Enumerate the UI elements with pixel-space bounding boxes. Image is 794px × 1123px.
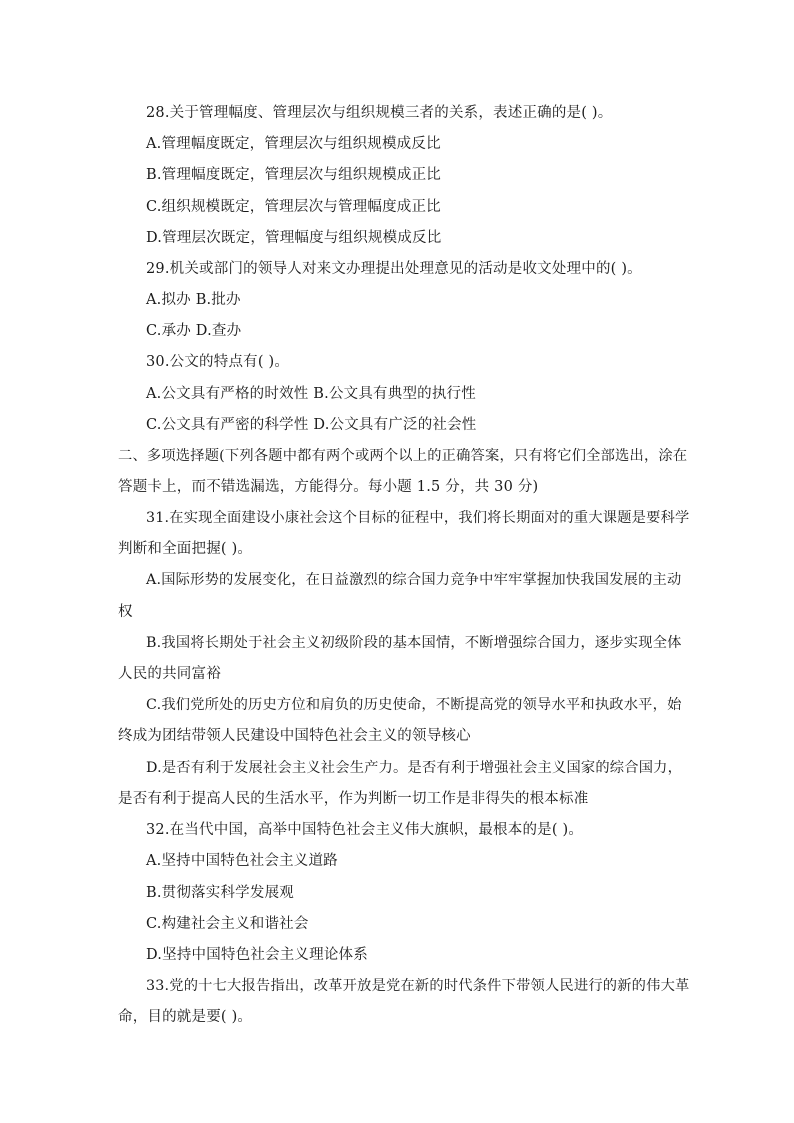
question-32-option-b: B.贯彻落实科学发展观	[146, 885, 294, 901]
question-28-option-a: A.管理幅度既定，管理层次与组织规模成反比	[146, 136, 441, 152]
question-32-option-d: D.坚持中国特色社会主义理论体系	[146, 947, 368, 963]
section-2-heading-line1: 二、多项选择题(下列各题中都有两个或两个以上的正确答案，只有将它们全部选出，涂在	[118, 448, 688, 464]
question-30-options-cd: C.公文具有严密的科学性 D.公文具有广泛的社会性	[146, 417, 477, 433]
question-29-stem: 29.机关或部门的领导人对来文办理提出处理意见的活动是收文处理中的( )。	[146, 261, 642, 277]
question-31-option-c-line1: C.我们党所处的历史方位和肩负的历史使命，不断提高党的领导水平和执政水平，始	[146, 697, 682, 713]
question-31-option-b-line1: B.我国将长期处于社会主义初级阶段的基本国情，不断增强综合国力，逐步实现全体	[146, 635, 682, 651]
question-32-stem: 32.在当代中国，高举中国特色社会主义伟大旗帜，最根本的是( )。	[146, 822, 584, 838]
question-31-option-b-line2: 人民的共同富裕	[118, 666, 221, 682]
question-31-option-d-line2: 是否有利于提高人民的生活水平，作为判断一切工作是非得失的根本标准	[118, 791, 589, 807]
question-31-option-a-line2: 权	[118, 604, 133, 620]
question-32-option-a: A.坚持中国特色社会主义道路	[146, 853, 338, 869]
question-31-option-a-line1: A.国际形势的发展变化，在日益激烈的综合国力竞争中牢牢掌握加快我国发展的主动	[146, 572, 682, 588]
question-28-option-d: D.管理层次既定，管理幅度与组织规模成反比	[146, 230, 442, 246]
question-30-options-ab: A.公文具有严格的时效性 B.公文具有典型的执行性	[146, 386, 476, 402]
question-31-stem-line2: 判断和全面把握( )。	[118, 541, 253, 557]
question-31-stem-line1: 31.在实现全面建设小康社会这个目标的征程中，我们将长期面对的重大课题是要科学	[146, 510, 690, 526]
question-32-option-c: C.构建社会主义和谐社会	[146, 916, 309, 932]
question-28-stem: 28.关于管理幅度、管理层次与组织规模三者的关系，表述正确的是( )。	[146, 105, 613, 121]
question-33-stem-line1: 33.党的十七大报告指出，改革开放是党在新的时代条件下带领人民进行的新的伟大革	[146, 978, 690, 994]
question-31-option-c-line2: 终成为团结带领人民建设中国特色社会主义的领导核心	[118, 728, 471, 744]
question-29-options-cd: C.承办 D.查办	[146, 323, 242, 339]
question-31-option-d-line1: D.是否有利于发展社会主义社会生产力。是否有利于增强社会主义国家的综合国力，	[146, 760, 683, 776]
question-33-stem-line2: 命，目的就是要( )。	[118, 1009, 253, 1025]
question-28-option-c: C.组织规模既定，管理层次与管理幅度成正比	[146, 199, 441, 215]
question-29-options-ab: A.拟办 B.批办	[146, 292, 241, 308]
question-28-option-b: B.管理幅度既定，管理层次与组织规模成正比	[146, 167, 441, 183]
section-2-heading-line2: 答题卡上，而不错选漏选，方能得分。每小题 1.5 分，共 30 分)	[118, 479, 539, 495]
question-30-stem: 30.公文的特点有( )。	[146, 354, 290, 370]
